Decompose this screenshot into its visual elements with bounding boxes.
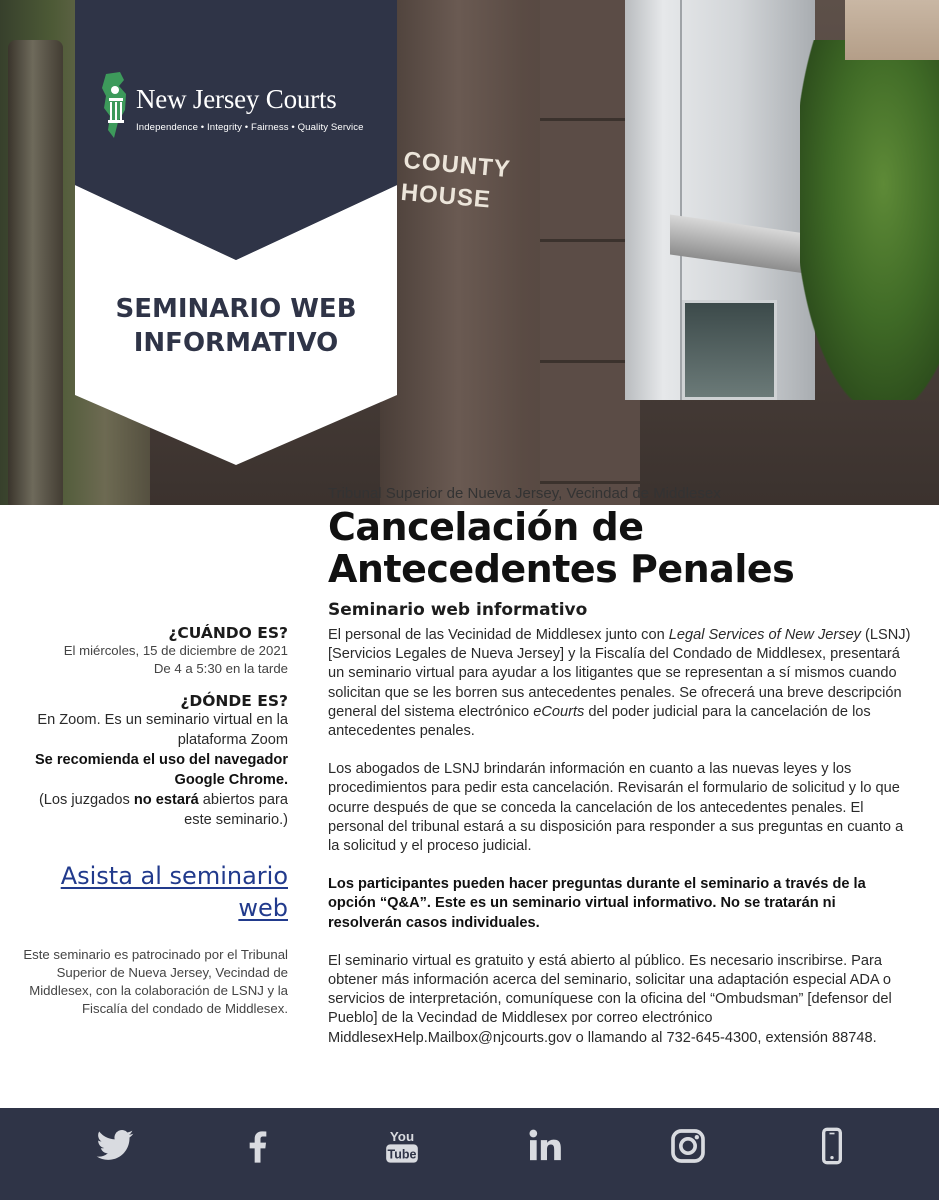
- youtube-icon[interactable]: [382, 1126, 422, 1166]
- intro-paragraph: El personal de las Vecinidad de Middlesex junto con Legal Services of New Jersey (LSNJ) [Servicios Legales de Nueva Jersey] y la Fiscalía del Condado de Middlesex, presentará un seminario virtual para ayudar a los litigantes que se representan a sí mismos cuando solicitan que se les borren sus antecedentes penales. Se ofrecerá una breve descripción general del sistema electrónico eCourts del poder judicial para la cancelación de los antecedentes penales.: [328, 627, 911, 740]
- instagram-icon[interactable]: [668, 1126, 708, 1166]
- photo-building-sign: COUNTY HOUSE: [399, 146, 512, 214]
- when-time: De 4 a 5:30 en la tarde: [153, 661, 288, 676]
- registration-paragraph: El seminario virtual es gratuito y está abierto al público. Es necesario inscribirse. Para obtener más información acerca del seminario, solicitar una adaptación especial ADA o servicios de interpretación, comuníquese con la oficina del “Ombudsman” [defensor del Pueblo] de la Vecindad de Middlesex por correo electrónico MiddlesexHelp.Mailbox@njcourts.gov o llamando al 732-645-4300, extensión 88748.: [328, 952, 892, 1046]
- event-sidebar: [14, 624, 288, 1018]
- logo-name: New Jersey Courts: [136, 84, 337, 114]
- svg-text:Tube: Tube: [387, 1147, 417, 1162]
- logo-tagline: Independence • Integrity • Fairness • Quality Service: [136, 122, 364, 133]
- svg-text:You: You: [389, 1129, 415, 1144]
- page-title: Cancelación de Antecedentes Penales: [328, 505, 795, 591]
- nj-state-emblem-icon: [100, 70, 130, 140]
- photo-background-building: [845, 0, 939, 60]
- twitter-icon[interactable]: [95, 1126, 135, 1166]
- where-platform: En Zoom. Es un seminario virtual en la plataforma Zoom: [37, 712, 288, 748]
- court-eyebrow: Tribunal Superior de Nueva Jersey, Vecindad de Middlesex: [328, 485, 721, 502]
- main-content: [328, 485, 913, 1048]
- courts-closed-note: (Los juzgados no estará abiertos para este seminario.): [38, 792, 288, 828]
- social-footer: [0, 1108, 939, 1200]
- photo-entrance-door: [682, 300, 777, 400]
- lawyers-paragraph: Los abogados de LSNJ brindarán información en cuanto a las nuevas leyes y los procedimientos para pedir esta cancelación. Revisarán el formulario de solicitud y lo que ocurre después de que se conceda la cancelación de los antecedentes penales. El personal del tribunal estará a su disposición para responder a sus preguntas en cuanto a la solicitud y el proceso judicial.: [328, 761, 904, 855]
- questions-paragraph: Los participantes pueden hacer preguntas durante el seminario a través de la opción “Q&A”. Este es un seminario virtual informativo. No se tratarán ni resolverán casos individuales.: [328, 876, 866, 931]
- browser-recommendation: Se recomienda el uso del navegador Google Chrome.: [34, 752, 288, 788]
- attend-webinar-link[interactable]: Asista al seminario web: [60, 862, 288, 922]
- mobile-phone-icon[interactable]: [812, 1126, 852, 1166]
- nj-courts-logo: [100, 70, 370, 142]
- when-heading: ¿CUÁNDO ES?: [168, 624, 288, 642]
- sponsor-note: Este seminario es patrocinado por el Tribunal Superior de Nueva Jersey, Vecindad de Middlesex, con la colaboración de LSNJ y la Fiscalía del condado de Middlesex.: [23, 947, 288, 1016]
- facebook-icon[interactable]: [238, 1126, 278, 1166]
- photo-tree-trunk: [8, 40, 63, 505]
- when-date: El miércoles, 15 de diciembre de 2021: [63, 643, 288, 658]
- where-heading: ¿DÓNDE ES?: [180, 692, 288, 710]
- seminar-badge-title: SEMINARIO WEB INFORMATIVO: [115, 294, 357, 358]
- linkedin-icon[interactable]: [525, 1126, 565, 1166]
- page-subtitle: Seminario web informativo: [328, 600, 588, 620]
- photo-tree-right: [800, 40, 939, 400]
